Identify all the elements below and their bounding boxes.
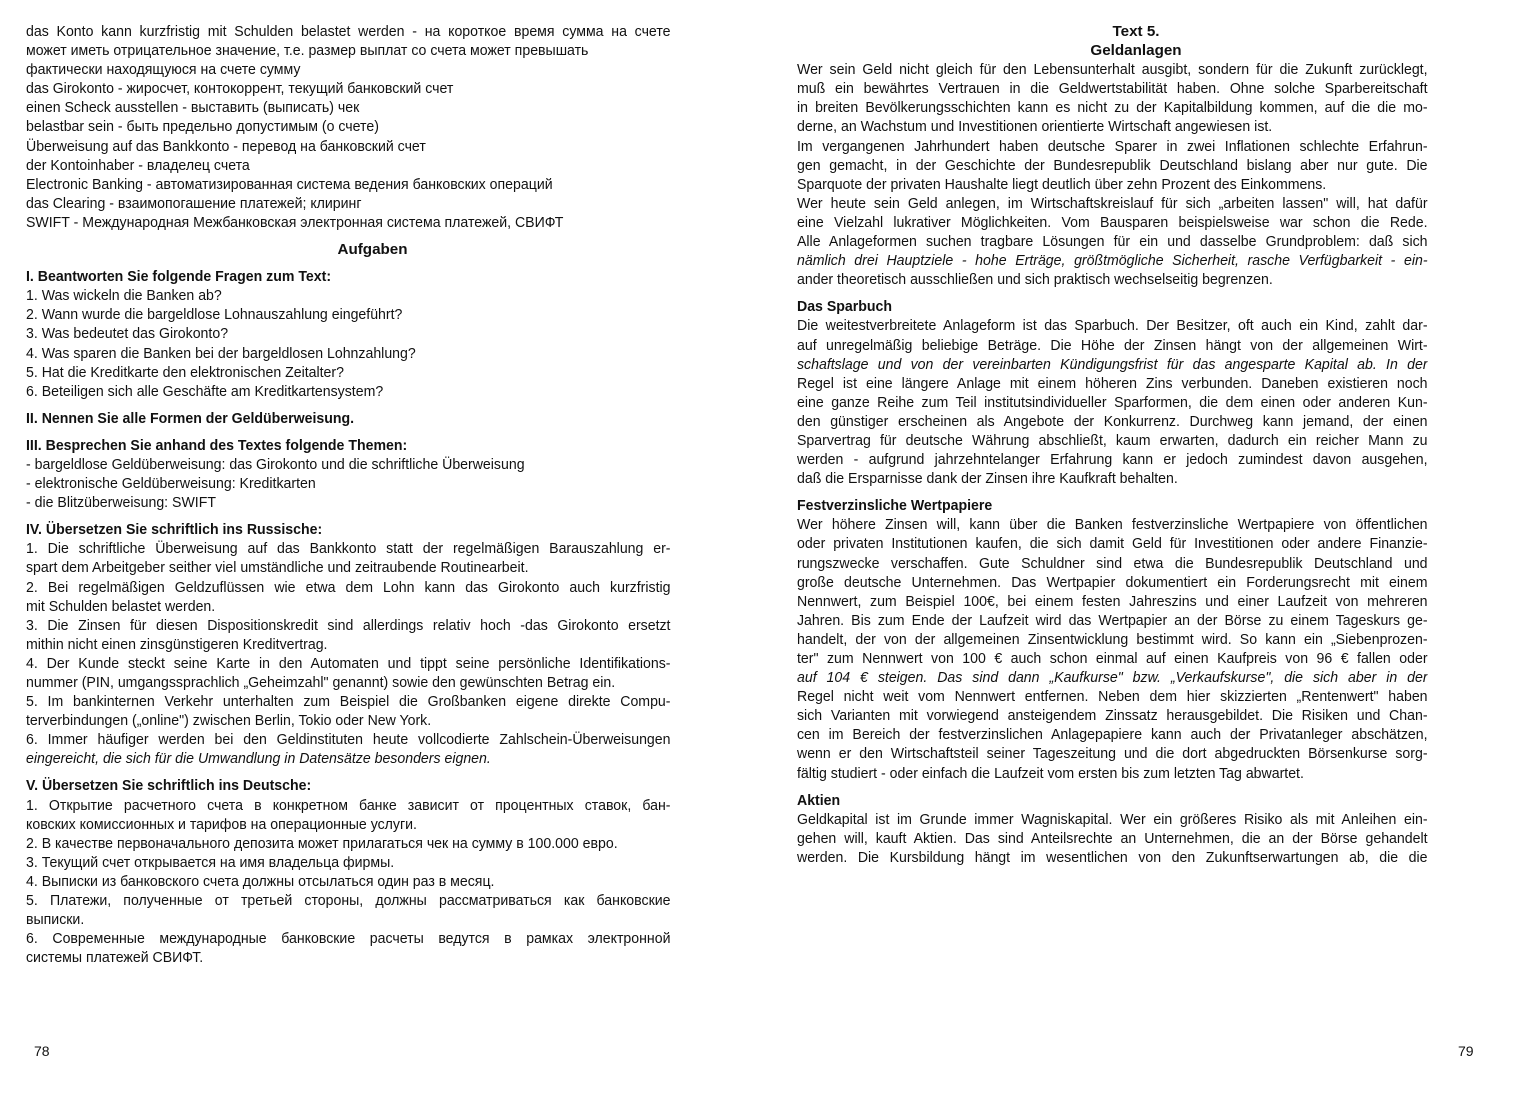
paragraph-line: werden - aufgrund jahrzehntelanger Erfahrung kann er jedoch zumindest davon ausgehen,	[797, 451, 1428, 469]
paragraph-line: Wer heute sein Geld anlegen, im Wirtschaftskreislauf für sich „arbeiten lassen" will, hat dafür	[797, 194, 1428, 212]
paragraph-line: Wer sein Geld nicht gleich für den Lebensunterhalt ausgibt, sondern für die Zukunft zurücklegt,	[797, 61, 1428, 79]
vocab-line: das Konto kann kurzfristig mit Schulden belastet werden - на короткое время сумма на счете	[26, 23, 671, 40]
paragraph-line: Sparquote der privaten Haushalte liegt deutlich über zehn Prozent des Einkommens.	[797, 175, 1327, 193]
paragraph-line: Regel nicht weit vom Nennwert entfernen. Neben dem hier skizzierten „Rentenwert" haben	[797, 688, 1428, 706]
paragraph-line: Jahren. Bis zum Ende der Laufzeit wird das Wertpapier an der Börse zu einem Tageskurs ge-	[797, 611, 1428, 629]
paragraph-line: sich Varianten mit vorwiegend ansteigendem Zinssatz herausgebildet. Die Risiken und Chan-	[797, 707, 1428, 725]
vocab-line: может иметь отрицательное значение, т.е. размер выплат со счета может превышать	[26, 42, 589, 60]
paragraph-line: fältig studiert - oder einfach die Laufzeit vom ersten bis zum letzten Tag abwartet.	[797, 764, 1304, 782]
translation-line: 5. Im bankinternen Verkehr unterhalten zum Beispiel die Großbanken eigene direkte Compu-	[26, 693, 671, 711]
translation-line: 3. Текущий счет открывается на имя владельца фирмы.	[26, 853, 395, 871]
paragraph-line: oder privaten Institutionen kaufen, die sich damit Geld für Investitionen oder andere Finanzie-	[797, 535, 1428, 553]
translation-line: spart dem Arbeitgeber seither viel umständliche und zeitraubende Routinearbeit.	[26, 559, 529, 577]
page-number-right: 79	[1458, 1043, 1474, 1059]
translation-line: 1. Открытие расчетного счета в конкретном банке зависит от процентных ставок, бан-	[26, 796, 671, 814]
paragraph-line: Geldkapital ist im Grunde immer Wagniskapital. Wer ein größeres Risiko als mit Anleihen ein-	[797, 810, 1428, 828]
vocab-line: фактически находящуюся на счете сумму	[26, 61, 301, 79]
vocab-line: das Clearing - взаимопогашение платежей; клиринг	[26, 194, 362, 212]
vocab-line: Überweisung auf das Bankkonto - перевод на банковский счет	[26, 137, 426, 155]
text-subtitle: Geldanlagen	[1090, 42, 1182, 60]
translation-line: 3. Die Zinsen für diesen Dispositionskredit sind allerdings relativ hoch -das Girokonto ersetzt	[26, 616, 671, 634]
translation-line: ковских комиссионных и тарифов на операционные услуги.	[26, 815, 417, 833]
topic-item: - die Blitzüberweisung: SWIFT	[26, 494, 216, 512]
paragraph-line: Sparvertrag für deutsche Währung abschließt, kaum erwarten, dadurch ein reicher Mann zu	[797, 431, 1428, 449]
paragraph-line: gen gemacht, in der Geschichte der Bundesrepublik Deutschland bislang aber nur gute. Die	[797, 156, 1428, 174]
question-item: 1. Was wickeln die Banken ab?	[26, 287, 222, 305]
paragraph-line: ander theoretisch ausschließen und sich praktisch wechselseitig begrenzen.	[797, 271, 1273, 289]
translation-line: 2. В качестве первоначального депозита может прилагаться чек на сумму в 100.000 евро.	[26, 834, 618, 852]
question-item: 6. Beteiligen sich alle Geschäfte am Kreditkartensystem?	[26, 382, 384, 400]
translation-line: 6. Immer häufiger werden bei den Geldinstituten heute vollcodierte Zahlschein-Überweisungen	[26, 731, 671, 749]
translation-line: mithin nicht einen zinsgünstigeren Kreditvertrag.	[26, 635, 328, 653]
paragraph-line: Die weitestverbreitete Anlageform ist das Sparbuch. Der Besitzer, oft auch ein Kind, zahlt dar-	[797, 317, 1428, 335]
paragraph-line: handelt, der von der allgemeinen Zinsentwicklung bestimmt wird. So kann ein „Siebenprozen-	[797, 630, 1428, 648]
vocab-line: belastbar sein - быть предельно допустимым (о счете)	[26, 118, 379, 136]
translation-line: eingereicht, die sich für die Umwandlung in Datensätze besonders eignen.	[26, 750, 491, 768]
topic-item: - elektronische Geldüberweisung: Kreditkarten	[26, 475, 316, 493]
paragraph-line: in breiten Bevölkerungsschichten kann es nicht zu der Kapitalbildung kommen, auf die die mo-	[797, 99, 1428, 117]
right-page	[797, 22, 1475, 867]
vocab-line: das Girokonto - жиросчет, контокоррент, текущий банковский счет	[26, 80, 454, 98]
translation-line: nummer (PIN, umgangssprachlich „Geheimzahl" genannt) sowie den gewünschten Betrag ein.	[26, 674, 616, 691]
left-page	[26, 22, 719, 967]
translation-line: terverbindungen („online") zwischen Berlin, Tokio oder New York.	[26, 712, 432, 730]
section-4-heading: IV. Übersetzen Sie schriftlich ins Russische:	[26, 521, 323, 539]
paragraph-line: Regel ist eine längere Anlage mit einem höheren Zins verbunden. Daneben existieren noch	[797, 374, 1428, 392]
paragraph-line: rungszwecke verschaffen. Gute Schuldner sind etwa die Bundesrepublik Deutschland und	[797, 554, 1428, 572]
translation-line: 6. Современные международные банковские расчеты ведутся в рамках электронной	[26, 930, 671, 948]
topic-item: - bargeldlose Geldüberweisung: das Girokonto und die schriftliche Überweisung	[26, 455, 525, 473]
translation-line: 1. Die schriftliche Überweisung auf das Bankkonto statt der regelmäßigen Barauszahlung er-	[26, 540, 671, 558]
paragraph-line: eine Vielzahl lukrativer Möglichkeiten. Vom Bausparen beispielsweise war schon die Rede.	[797, 213, 1428, 231]
vocab-line: SWIFT - Международная Межбанковская электронная система платежей, СВИФТ	[26, 213, 564, 231]
translation-line: 4. Выписки из банковского счета должны отсылаться один раз в месяц.	[26, 872, 495, 890]
paragraph-line: Im vergangenen Jahrhundert haben deutsche Sparer in zwei Inflationen schlechte Erfahrun-	[797, 137, 1428, 155]
heading-aktien: Aktien	[797, 791, 841, 809]
paragraph-line: auf 104 € steigen. Das sind dann „Kaufkurse" bzw. „Verkaufskurse", die sich aber in der	[797, 669, 1428, 687]
paragraph-line: nämlich drei Hauptziele - hohe Erträge, größtmögliche Sicherheit, rasche Verfügbarkeit - ein-	[797, 252, 1428, 270]
translation-line: 2. Bei regelmäßigen Geldzuflüssen wie etwa dem Lohn kann das Girokonto auch kurzfristig	[26, 578, 671, 596]
paragraph-line: muß ein bewährtes Vertrauen in die Geldwertstabilität haben. Ohne solche Sparbereitschaft	[797, 80, 1428, 98]
paragraph-line: Nennwert, zum Beispiel 100€, bei einem festen Jahreszins und einer Laufzeit von mehreren	[797, 592, 1428, 610]
vocab-line: Electronic Banking - автоматизированная система ведения банковских операций	[26, 175, 553, 193]
heading-festverzinsliche-wertpapiere: Festverzinsliche Wertpapiere	[797, 497, 993, 515]
question-item: 3. Was bedeutet das Girokonto?	[26, 325, 229, 343]
page-number-left: 78	[34, 1043, 50, 1059]
section-5-heading: V. Übersetzen Sie schriftlich ins Deutsche:	[26, 777, 312, 795]
text-title: Text 5.	[1112, 23, 1160, 40]
paragraph-line: wenn er den Wirtschaftsteil seiner Tageszeitung und die dort abgedruckten Börsenkurse sorg-	[797, 745, 1428, 763]
paragraph-line: derne, an Wachstum und Investitionen orientierte Wirtschaft angewiesen ist.	[797, 118, 1273, 136]
translation-line: mit Schulden belastet werden.	[26, 597, 216, 615]
paragraph-line: große deutsche Unternehmen. Das Wertpapier dokumentiert ein Forderungsrecht mit einem	[797, 573, 1428, 591]
paragraph-line: den günstiger erscheinen als Angebote der Konkurrenz. Durchweg kann jemand, der einen	[797, 412, 1428, 430]
paragraph-line: cen im Bereich der festverzinslichen Anlagepapiere kann auch der Privatanleger abschätzen,	[797, 726, 1428, 744]
paragraph-line: daß die Ersparnisse dank der Zinsen ihre Kaufkraft behalten.	[797, 470, 1178, 488]
paragraph-line: ter" zum Nennwert von 100 € auch schon einmal auf einen Kaufpreis von 96 € fallen oder	[797, 650, 1428, 667]
paragraph-line: schaftslage und von der vereinbarten Kündigungsfrist für das angesparte Kapital ab. In der	[797, 355, 1428, 373]
paragraph-line: Alle Anlageformen suchen tragbare Lösungen für ein und dasselbe Grundproblem: daß sich	[797, 233, 1428, 251]
translation-line: 4. Der Kunde steckt seine Karte in den Automaten und tippt seine persönliche Identifikations-	[26, 654, 671, 672]
paragraph-line: gehen will, kauft Aktien. Das sind Anteilsrechte an Unternehmen, die an der Börse gehandelt	[797, 829, 1428, 847]
heading-sparbuch: Das Sparbuch	[797, 298, 892, 316]
section-1-heading: I. Beantworten Sie folgende Fragen zum Text:	[26, 268, 332, 286]
vocab-line: der Kontoinhaber - владелец счета	[26, 156, 250, 174]
section-2-heading: II. Nennen Sie alle Formen der Geldüberweisung.	[26, 409, 355, 427]
paragraph-line: werden. Die Kursbildung hängt im wesentlichen von den Zukunftserwartungen ab, die die	[797, 848, 1428, 866]
translation-line: системы платежей СВИФТ.	[26, 949, 204, 967]
question-item: 4. Was sparen die Banken bei der bargeldlosen Lohnzahlung?	[26, 344, 416, 362]
section-3-heading: III. Besprechen Sie anhand des Textes folgende Themen:	[26, 436, 408, 454]
question-item: 5. Hat die Kreditkarte den elektronischen Zeitalter?	[26, 363, 344, 381]
aufgaben-heading: Aufgaben	[337, 241, 408, 259]
translation-line: 5. Платежи, полученные от третьей стороны, должны рассматриваться как банковские	[26, 892, 671, 910]
paragraph-line: eine ganze Reihe zum Teil institutsindividueller Sparformen, die dem einen oder anderen Kun-	[797, 393, 1428, 411]
translation-line: выписки.	[26, 911, 85, 929]
paragraph-line: auf unregelmäßig beliebige Beträge. Die Höhe der Zinsen hängt von der allgemeinen Wirt-	[797, 336, 1428, 354]
paragraph-line: Wer höhere Zinsen will, kann über die Banken festverzinsliche Wertpapiere von öffentlichen	[797, 516, 1428, 534]
vocab-line: einen Scheck ausstellen - выставить (выписать) чек	[26, 99, 360, 117]
question-item: 2. Wann wurde die bargeldlose Lohnauszahlung eingeführt?	[26, 306, 403, 324]
